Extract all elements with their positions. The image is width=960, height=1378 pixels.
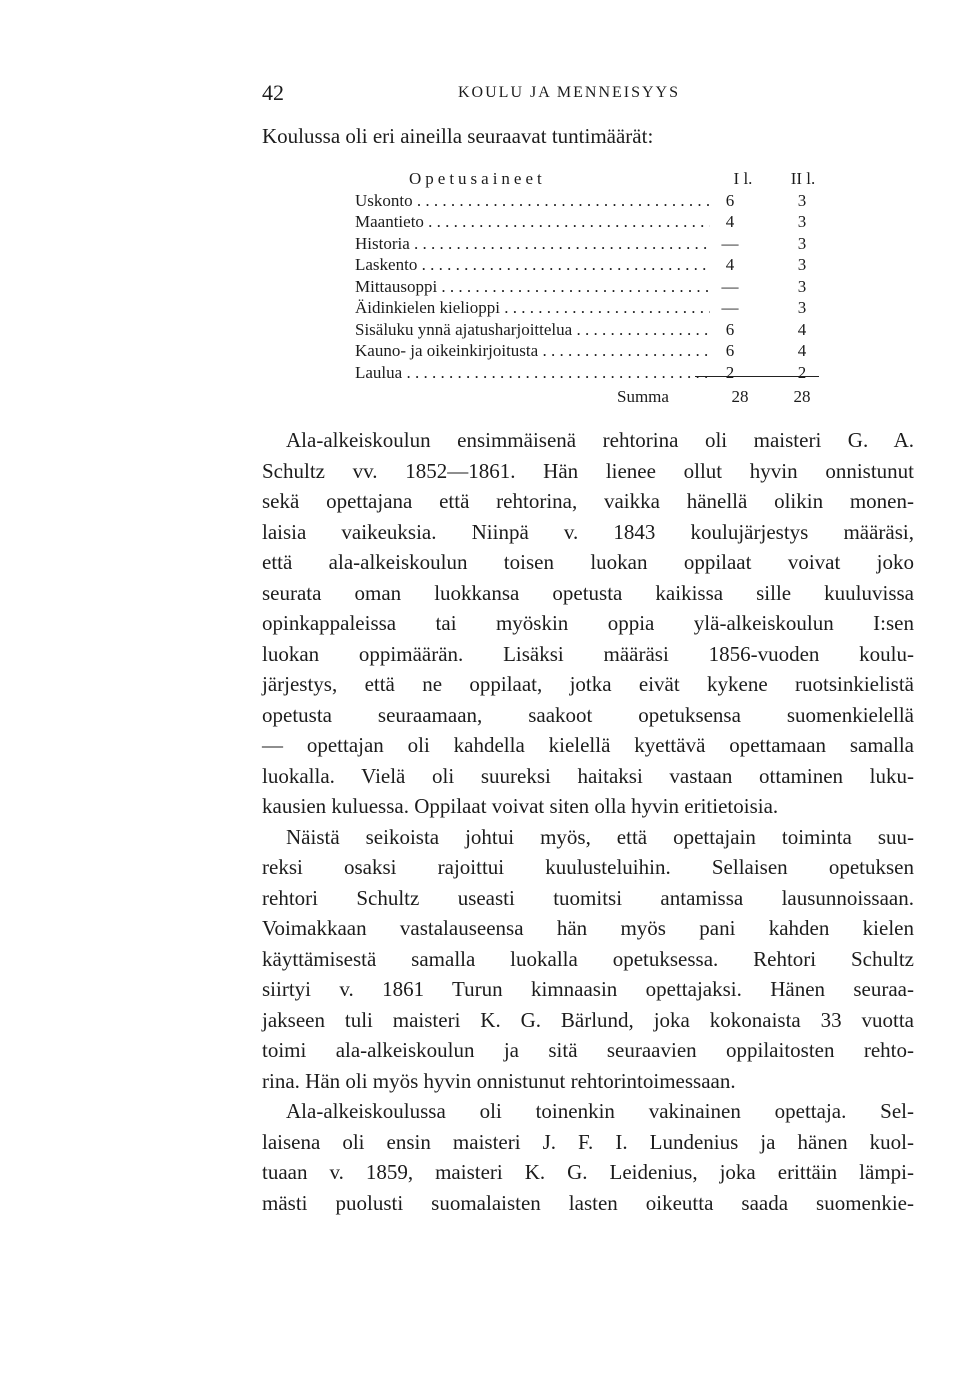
- table-row: [355, 362, 819, 384]
- page-number: 42: [262, 80, 284, 105]
- table-row: [355, 190, 819, 212]
- text-line: laisena oli ensin maisteri J. F. I. Lundenius ja hänen kuol-: [262, 1129, 914, 1154]
- body-text: [262, 425, 914, 1218]
- text-line: opetusta seuraamaan, saakoot opetuksensa suomenkielellä: [262, 702, 914, 727]
- hours-col2: 2: [797, 362, 807, 382]
- hours-col2: 3: [797, 298, 807, 317]
- sum-label: Summa: [617, 387, 669, 406]
- hours-col1: 6: [725, 319, 735, 339]
- text-line: Ala-alkeiskoulun ensimmäisenä rehtorina oli maisteri G. A.: [286, 428, 914, 452]
- text-line: että ala-alkeiskoulun toisen luokan oppilaat voivat joko: [262, 550, 914, 574]
- text-line: rina. Hän oli myös hyvin onnistunut rehtorintoimessaan.: [262, 1068, 736, 1093]
- text-line: sekä opettajana että rehtorina, vaikka hänellä olikin monen-: [262, 489, 914, 513]
- hours-col1: —: [721, 298, 739, 317]
- table-row: [355, 233, 819, 255]
- subject-name: Uskonto . . .: [355, 190, 710, 212]
- subject-name: Historia . . .: [355, 233, 710, 255]
- subject-name: Laulua . . .: [355, 362, 710, 384]
- subject-name: Kauno- ja oikeinkirjoitusta . . .: [355, 340, 710, 362]
- text-line: tuaan v. 1859, maisteri K. G. Leidenius, joka erittäin lämpi-: [262, 1160, 914, 1184]
- sum-col2: 28: [793, 387, 811, 406]
- text-line: käyttämisestä samalla luokalla opetuksessa. Rehtori Schultz: [262, 946, 914, 971]
- text-line: Schultz vv. 1852—1861. Hän lienee ollut hyvin onnistunut: [262, 458, 914, 483]
- header-subject: Opetusaineet: [409, 169, 546, 188]
- subject-name: Laskento . . .: [355, 254, 710, 276]
- table-row: [355, 319, 819, 341]
- text-line: jakseen tuli maisteri K. G. Bärlund, joka kokonaista 33 vuotta: [262, 1007, 914, 1032]
- text-line: seurata oman luokkansa opetusta kaikissa sille kuuluvissa: [262, 580, 914, 605]
- running-title: KOULU JA MENNEISYYS: [458, 84, 681, 101]
- hours-col1: 4: [725, 212, 735, 231]
- header-col1: I l.: [733, 169, 753, 188]
- text-line: toimi ala-alkeiskoulun ja sitä seuraavien oppilaitosten rehto-: [262, 1038, 914, 1062]
- text-line: rehtori Schultz useasti tuomitsi antamissa lausunnoissaan.: [262, 885, 914, 910]
- subject-name: Äidinkielen kielioppi . . .: [355, 297, 710, 319]
- hours-col2: 4: [797, 319, 807, 339]
- table-intro: Koulussa oli eri aineilla seuraavat tuntimäärät:: [262, 124, 654, 148]
- hours-col2: 3: [797, 212, 807, 231]
- text-line: — opettajan oli kahdella kielellä kyettävä opettamaan samalla: [262, 733, 914, 757]
- subject-name: Mittausoppi . . .: [355, 276, 710, 298]
- hours-col2: 3: [797, 276, 807, 296]
- sum-row: [355, 386, 819, 408]
- hours-col1: 6: [725, 190, 735, 210]
- text-line: järjestys, että ne oppilaat, jotka eivät kykene ruotsinkielistä: [262, 672, 914, 696]
- text-line: Näistä seikoista johtui myös, että opettajain toiminta suu-: [286, 824, 914, 849]
- header-col2: II l.: [790, 169, 816, 188]
- text-line: mästi puolusti suomalaisten lasten oikeutta saada suomenkie-: [262, 1190, 914, 1215]
- table-row: [355, 340, 819, 362]
- text-line: opinkappaleissa tai myöskin oppia ylä-alkeiskoulun I:sen: [262, 611, 914, 635]
- text-line: Ala-alkeiskoulussa oli toinenkin vakinainen opettaja. Sel-: [286, 1099, 914, 1123]
- hours-col1: —: [721, 233, 739, 253]
- table-row: [355, 297, 819, 319]
- table-header-row: [355, 168, 819, 190]
- sum-col1: 28: [731, 387, 749, 406]
- text-line: siirtyi v. 1861 Turun kimnaasin opettajaksi. Hänen seuraa-: [262, 977, 914, 1001]
- hours-col2: 3: [797, 233, 807, 253]
- text-line: reksi osaksi rajoittui kuulusteluihin. Sellaisen opetuksen: [262, 855, 914, 879]
- text-line: luokalla. Vielä oli suureksi haitaksi vastaan ottaminen luku-: [262, 763, 914, 788]
- table-row: [355, 254, 819, 276]
- text-line: Voimakkaan vastalauseensa hän myös pani kahden kielen: [262, 916, 914, 940]
- hours-col1: 6: [725, 341, 735, 360]
- hours-col1: 2: [725, 362, 735, 382]
- subject-name: Maantieto . . .: [355, 211, 710, 233]
- text-line: kausien kuluessa. Oppilaat voivat siten olla hyvin eritietoisia.: [262, 794, 779, 818]
- subject-name: Sisäluku ynnä ajatusharjoittelua . . .: [355, 319, 710, 341]
- hours-col1: 4: [725, 255, 735, 274]
- text-line: laisia vaikeuksia. Niinpä v. 1843 koulujärjestys määräsi,: [262, 519, 914, 544]
- sum-divider: [695, 376, 819, 377]
- table-row: [355, 276, 819, 298]
- hours-col2: 4: [797, 341, 807, 360]
- text-line: luokan oppimäärän. Lisäksi määräsi 1856-vuoden koulu-: [262, 641, 914, 666]
- hours-col1: —: [721, 276, 739, 296]
- subject-hours-table: [355, 168, 819, 406]
- hours-col2: 3: [797, 190, 807, 210]
- page-header: [262, 80, 922, 110]
- hours-col2: 3: [797, 255, 807, 274]
- table-row: [355, 211, 819, 233]
